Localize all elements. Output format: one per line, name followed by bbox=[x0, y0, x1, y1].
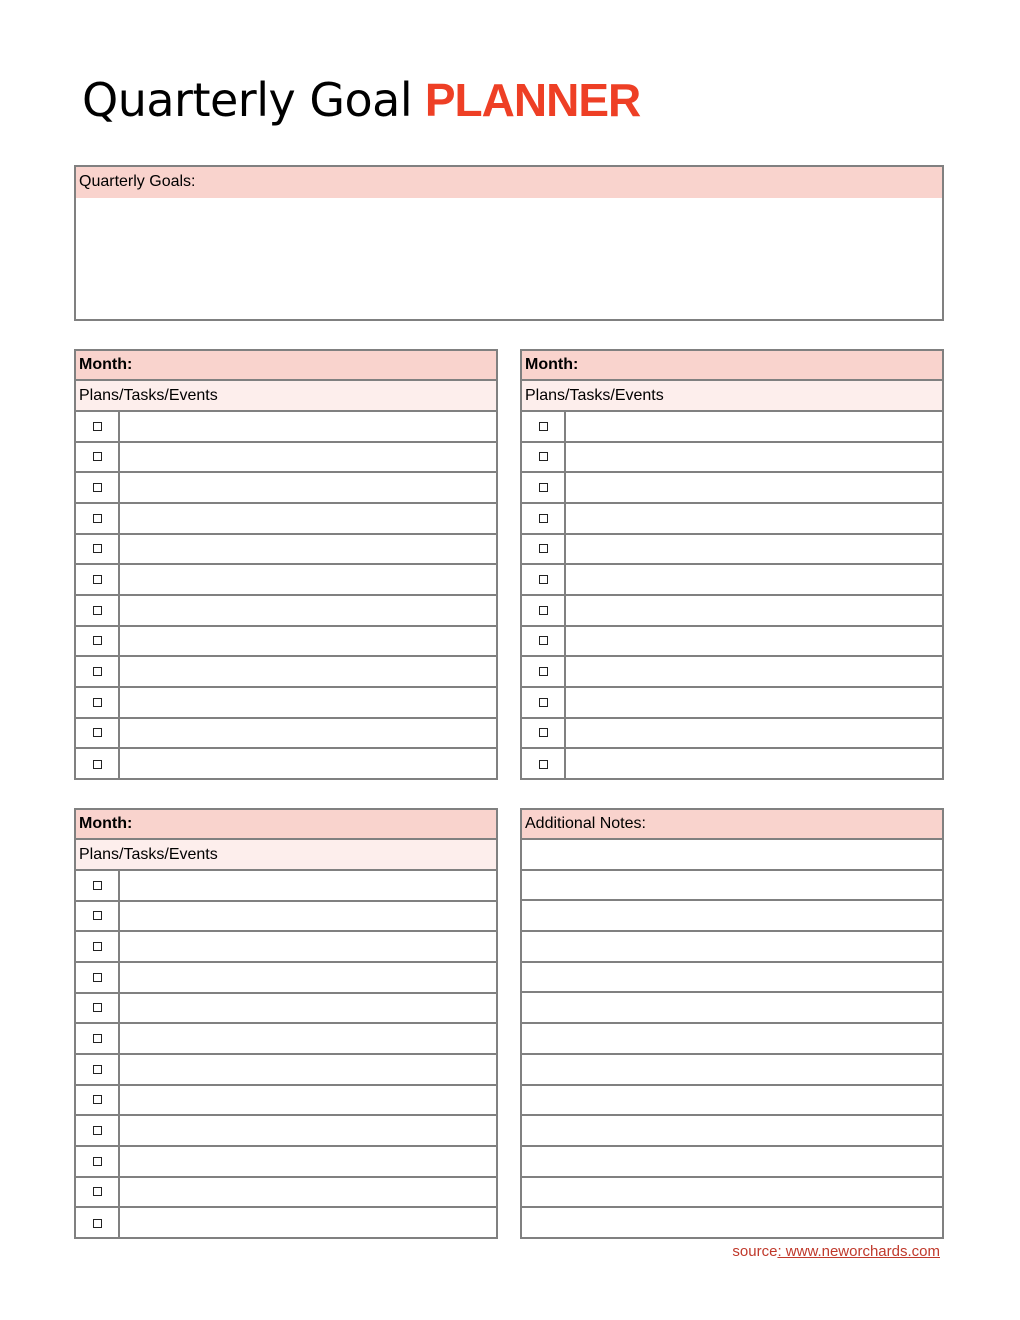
task-row bbox=[76, 1147, 496, 1178]
task-row bbox=[76, 1116, 496, 1147]
additional-notes-box bbox=[520, 808, 944, 1239]
task-checkbox-cell bbox=[76, 535, 120, 564]
source-prefix: source bbox=[732, 1243, 778, 1260]
month-label: Month: bbox=[522, 351, 942, 381]
checkbox-icon[interactable] bbox=[93, 575, 102, 584]
task-line[interactable] bbox=[566, 412, 942, 441]
notes-line[interactable] bbox=[522, 1086, 942, 1117]
task-line[interactable] bbox=[566, 657, 942, 686]
task-row bbox=[76, 412, 496, 443]
task-checkbox-cell bbox=[522, 719, 566, 748]
task-checkbox-cell bbox=[76, 657, 120, 686]
task-checkbox-cell bbox=[76, 871, 120, 900]
task-line[interactable] bbox=[120, 504, 496, 533]
task-row bbox=[522, 473, 942, 504]
task-checkbox-cell bbox=[76, 412, 120, 441]
task-line[interactable] bbox=[120, 657, 496, 686]
notes-line[interactable] bbox=[522, 840, 942, 871]
task-line[interactable] bbox=[120, 565, 496, 594]
task-checkbox-cell bbox=[76, 719, 120, 748]
task-line[interactable] bbox=[120, 932, 496, 961]
notes-line[interactable] bbox=[522, 901, 942, 932]
task-row bbox=[76, 504, 496, 535]
quarterly-goals-label: Quarterly Goals: bbox=[76, 167, 942, 198]
task-line[interactable] bbox=[566, 627, 942, 656]
task-checkbox-cell bbox=[76, 963, 120, 992]
checkbox-icon[interactable] bbox=[93, 1065, 102, 1074]
page-title bbox=[82, 70, 640, 130]
plans-tasks-events-label: Plans/Tasks/Events bbox=[76, 381, 496, 412]
checkbox-icon[interactable] bbox=[539, 483, 548, 492]
task-list bbox=[76, 412, 496, 780]
task-row bbox=[76, 1178, 496, 1209]
checkbox-icon[interactable] bbox=[93, 760, 102, 769]
task-line[interactable] bbox=[120, 473, 496, 502]
month-label: Month: bbox=[76, 351, 496, 381]
checkbox-icon[interactable] bbox=[93, 636, 102, 645]
task-row bbox=[522, 657, 942, 688]
task-line[interactable] bbox=[120, 688, 496, 717]
task-line[interactable] bbox=[566, 565, 942, 594]
checkbox-icon[interactable] bbox=[93, 1095, 102, 1104]
plans-tasks-events-label: Plans/Tasks/Events bbox=[522, 381, 942, 412]
notes-line[interactable] bbox=[522, 932, 942, 963]
task-line[interactable] bbox=[566, 504, 942, 533]
notes-line[interactable] bbox=[522, 1024, 942, 1055]
checkbox-icon[interactable] bbox=[93, 422, 102, 431]
month-box-3 bbox=[74, 808, 498, 1239]
checkbox-icon[interactable] bbox=[93, 881, 102, 890]
quarterly-goals-box[interactable] bbox=[74, 165, 944, 321]
checkbox-icon[interactable] bbox=[539, 636, 548, 645]
task-row bbox=[522, 504, 942, 535]
additional-notes-label: Additional Notes: bbox=[522, 810, 942, 840]
checkbox-icon[interactable] bbox=[93, 698, 102, 707]
task-row bbox=[76, 1086, 496, 1117]
task-row bbox=[522, 412, 942, 443]
checkbox-icon[interactable] bbox=[93, 1003, 102, 1012]
task-list bbox=[522, 412, 942, 780]
task-row bbox=[76, 596, 496, 627]
task-checkbox-cell bbox=[76, 1055, 120, 1084]
task-row bbox=[76, 1208, 496, 1239]
checkbox-icon[interactable] bbox=[539, 698, 548, 707]
task-line[interactable] bbox=[120, 1024, 496, 1053]
title-main: Quarterly Goal bbox=[82, 73, 413, 127]
task-checkbox-cell bbox=[76, 902, 120, 931]
task-row bbox=[76, 443, 496, 474]
task-checkbox-cell bbox=[522, 565, 566, 594]
task-line[interactable] bbox=[120, 1055, 496, 1084]
month-box-2 bbox=[520, 349, 944, 780]
task-row bbox=[76, 719, 496, 750]
task-row bbox=[522, 688, 942, 719]
task-line[interactable] bbox=[120, 1116, 496, 1145]
task-checkbox-cell bbox=[76, 627, 120, 656]
task-line[interactable] bbox=[120, 1178, 496, 1207]
source-link[interactable]: : www.neworchards.com bbox=[777, 1243, 940, 1260]
source-credit bbox=[732, 1243, 940, 1260]
task-checkbox-cell bbox=[76, 565, 120, 594]
task-row bbox=[522, 596, 942, 627]
task-checkbox-cell bbox=[76, 473, 120, 502]
task-row bbox=[76, 902, 496, 933]
notes-line[interactable] bbox=[522, 1208, 942, 1239]
task-row bbox=[76, 657, 496, 688]
task-line[interactable] bbox=[566, 443, 942, 472]
task-row bbox=[76, 473, 496, 504]
notes-line[interactable] bbox=[522, 871, 942, 902]
task-line[interactable] bbox=[120, 1147, 496, 1176]
checkbox-icon[interactable] bbox=[539, 667, 548, 676]
task-list bbox=[76, 871, 496, 1239]
task-checkbox-cell bbox=[76, 1086, 120, 1115]
task-line[interactable] bbox=[120, 627, 496, 656]
task-checkbox-cell bbox=[522, 749, 566, 780]
task-line[interactable] bbox=[120, 719, 496, 748]
checkbox-icon[interactable] bbox=[93, 911, 102, 920]
task-line[interactable] bbox=[120, 871, 496, 900]
checkbox-icon[interactable] bbox=[539, 575, 548, 584]
task-checkbox-cell bbox=[76, 749, 120, 780]
month-label: Month: bbox=[76, 810, 496, 840]
checkbox-icon[interactable] bbox=[93, 514, 102, 523]
task-checkbox-cell bbox=[522, 657, 566, 686]
task-row bbox=[76, 688, 496, 719]
task-checkbox-cell bbox=[76, 1208, 120, 1239]
task-line[interactable] bbox=[120, 535, 496, 564]
task-row bbox=[76, 994, 496, 1025]
task-row bbox=[522, 565, 942, 596]
checkbox-icon[interactable] bbox=[93, 667, 102, 676]
task-checkbox-cell bbox=[76, 443, 120, 472]
checkbox-icon[interactable] bbox=[93, 1157, 102, 1166]
task-checkbox-cell bbox=[76, 1178, 120, 1207]
task-row bbox=[522, 535, 942, 566]
checkbox-icon[interactable] bbox=[93, 1126, 102, 1135]
task-row bbox=[76, 1055, 496, 1086]
task-row bbox=[76, 627, 496, 658]
checkbox-icon[interactable] bbox=[93, 1034, 102, 1043]
task-line[interactable] bbox=[120, 994, 496, 1023]
task-checkbox-cell bbox=[76, 1116, 120, 1145]
plans-tasks-events-label: Plans/Tasks/Events bbox=[76, 840, 496, 871]
notes-line[interactable] bbox=[522, 1116, 942, 1147]
task-line[interactable] bbox=[566, 719, 942, 748]
task-row bbox=[76, 871, 496, 902]
checkbox-icon[interactable] bbox=[539, 760, 548, 769]
checkbox-icon[interactable] bbox=[539, 544, 548, 553]
notes-line[interactable] bbox=[522, 963, 942, 994]
task-line[interactable] bbox=[566, 596, 942, 625]
task-row bbox=[76, 535, 496, 566]
checkbox-icon[interactable] bbox=[93, 728, 102, 737]
month-box-1 bbox=[74, 349, 498, 780]
checkbox-icon[interactable] bbox=[93, 606, 102, 615]
checkbox-icon[interactable] bbox=[539, 514, 548, 523]
task-checkbox-cell bbox=[522, 535, 566, 564]
title-accent: PLANNER bbox=[424, 74, 641, 126]
task-checkbox-cell bbox=[76, 994, 120, 1023]
task-row bbox=[522, 749, 942, 780]
task-line[interactable] bbox=[566, 749, 942, 780]
task-row bbox=[76, 1024, 496, 1055]
checkbox-icon[interactable] bbox=[93, 544, 102, 553]
task-line[interactable] bbox=[120, 412, 496, 441]
task-row bbox=[522, 443, 942, 474]
task-checkbox-cell bbox=[522, 627, 566, 656]
task-checkbox-cell bbox=[522, 596, 566, 625]
task-checkbox-cell bbox=[76, 1147, 120, 1176]
checkbox-icon[interactable] bbox=[539, 422, 548, 431]
checkbox-icon[interactable] bbox=[539, 606, 548, 615]
task-line[interactable] bbox=[566, 535, 942, 564]
checkbox-icon[interactable] bbox=[93, 1219, 102, 1228]
checkbox-icon[interactable] bbox=[93, 483, 102, 492]
task-checkbox-cell bbox=[76, 504, 120, 533]
task-checkbox-cell bbox=[76, 688, 120, 717]
task-checkbox-cell bbox=[522, 688, 566, 717]
task-row bbox=[522, 719, 942, 750]
task-row bbox=[522, 627, 942, 658]
task-checkbox-cell bbox=[76, 596, 120, 625]
task-checkbox-cell bbox=[522, 412, 566, 441]
task-line[interactable] bbox=[120, 963, 496, 992]
checkbox-icon[interactable] bbox=[539, 452, 548, 461]
checkbox-icon[interactable] bbox=[93, 942, 102, 951]
notes-line[interactable] bbox=[522, 993, 942, 1024]
notes-list bbox=[522, 840, 942, 1239]
task-line[interactable] bbox=[120, 1086, 496, 1115]
task-line[interactable] bbox=[120, 1208, 496, 1239]
checkbox-icon[interactable] bbox=[93, 1187, 102, 1196]
notes-line[interactable] bbox=[522, 1178, 942, 1209]
task-checkbox-cell bbox=[522, 504, 566, 533]
task-checkbox-cell bbox=[76, 932, 120, 961]
checkbox-icon[interactable] bbox=[539, 728, 548, 737]
task-row bbox=[76, 749, 496, 780]
task-line[interactable] bbox=[120, 443, 496, 472]
task-line[interactable] bbox=[566, 688, 942, 717]
task-checkbox-cell bbox=[76, 1024, 120, 1053]
checkbox-icon[interactable] bbox=[93, 452, 102, 461]
notes-line[interactable] bbox=[522, 1055, 942, 1086]
task-line[interactable] bbox=[120, 749, 496, 780]
task-row bbox=[76, 963, 496, 994]
task-row bbox=[76, 565, 496, 596]
task-row bbox=[76, 932, 496, 963]
notes-line[interactable] bbox=[522, 1147, 942, 1178]
task-checkbox-cell bbox=[522, 443, 566, 472]
checkbox-icon[interactable] bbox=[93, 973, 102, 982]
task-line[interactable] bbox=[120, 596, 496, 625]
task-checkbox-cell bbox=[522, 473, 566, 502]
task-line[interactable] bbox=[566, 473, 942, 502]
task-line[interactable] bbox=[120, 902, 496, 931]
